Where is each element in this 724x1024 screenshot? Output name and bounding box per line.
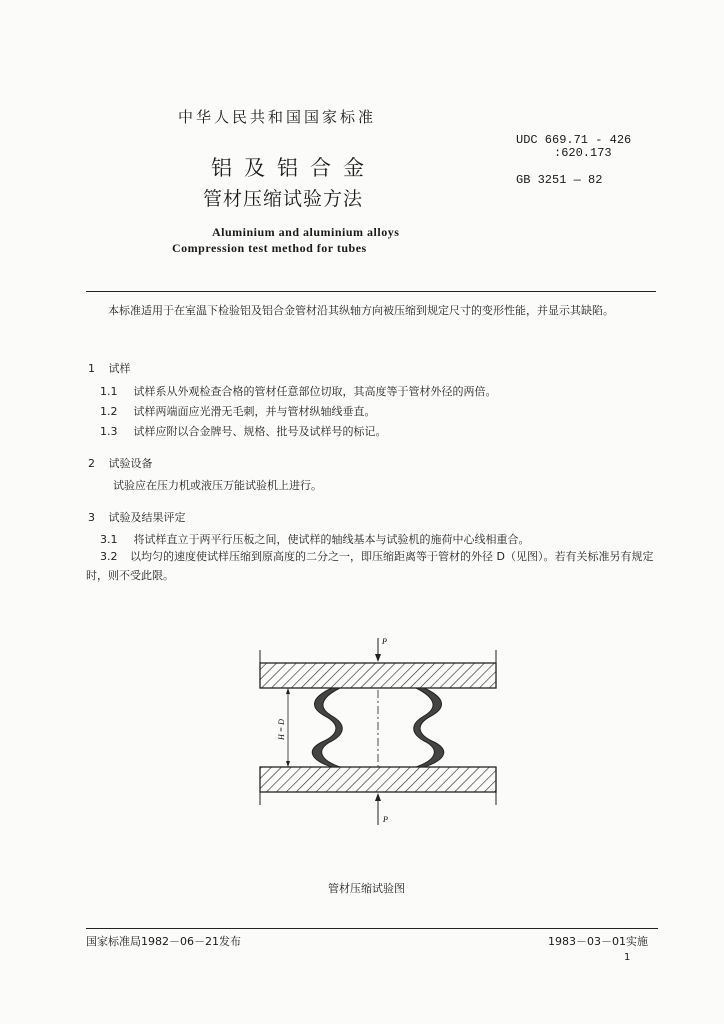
udc-code: UDC 669.71 - 426: [516, 133, 632, 147]
top-platen: [260, 663, 496, 688]
section-2-heading: [88, 455, 153, 471]
section-number: 3: [88, 511, 95, 524]
footer-rule: [86, 928, 658, 929]
gb-code: GB 3251 — 82: [516, 173, 603, 187]
standard-org: 中华人民共和国国家标准: [178, 108, 377, 126]
clause-text: 将试样直立于两平行压板之间，使试样的轴线基本与试验机的施荷中心线相重合。: [133, 533, 530, 546]
clause-text: 试样两端面应光滑无毛刺，并与管材纵轴线垂直。: [133, 405, 376, 418]
title-cn-line1: 铝及铝合金: [211, 156, 376, 180]
dimension-arrow-bottom: [286, 761, 290, 767]
tube-wall-left: [312, 688, 342, 767]
header-rule: [86, 291, 656, 292]
section-3-heading: [88, 509, 186, 525]
section-number: 2: [88, 457, 95, 470]
page-number: 1: [624, 952, 631, 963]
clause-number: 3.2: [100, 550, 118, 563]
load-arrowhead-bottom: [375, 793, 381, 801]
section-title: 试验设备: [108, 457, 153, 470]
load-arrowhead-top: [375, 654, 381, 662]
effective-date: 1983－03－01实施: [548, 935, 648, 948]
clause-number: 1.3: [100, 425, 118, 438]
clause-number: 3.1: [100, 533, 118, 546]
clause-1-1: [100, 383, 497, 399]
bottom-platen: [260, 767, 496, 792]
figure-caption: 管材压缩试验图: [328, 882, 405, 895]
clause-3-1: [100, 531, 530, 547]
label-h-d: H = D: [277, 719, 286, 740]
clause-1-2: [100, 403, 376, 419]
compression-test-figure: [230, 630, 530, 855]
section-title: 试样: [108, 362, 131, 375]
tube-wall-right: [414, 688, 444, 767]
section-number: 1: [88, 362, 95, 375]
dimension-arrow-top: [286, 688, 290, 694]
clause-text: 试样系从外观检查合格的管材任意部位切取，其高度等于管材外径的两倍。: [133, 385, 497, 398]
title-en-line1: Aluminium and aluminium alloys: [212, 225, 400, 239]
clause-3-2: [86, 547, 658, 585]
clause-number: 1.2: [100, 405, 118, 418]
section-2-body: 试验应在压力机或液压万能试验机上进行。: [113, 479, 322, 492]
label-p-bottom: P: [383, 815, 388, 824]
section-1-heading: [88, 360, 131, 376]
section-title: 试验及结果评定: [108, 511, 186, 524]
clause-number: 1.1: [100, 385, 118, 398]
clause-1-3: [100, 423, 387, 439]
title-cn-line2: 管材压缩试验方法: [203, 188, 364, 210]
intro-paragraph: 本标准适用于在室温下检验铝及铝合金管材沿其纵轴方向被压缩到规定尺寸的变形性能，并显示其缺陷。: [108, 304, 614, 317]
title-en-line2: Compression test method for tubes: [172, 241, 367, 255]
clause-text: 以均匀的速度使试样压缩到原高度的二分之一，即压缩距离等于管材的外径 D（见图）。若有关标准另有规定时，则不受此限。: [86, 550, 654, 582]
udc-code-cont: :620.173: [554, 146, 612, 160]
clause-text: 试样应附以合金牌号、规格、批号及试样号的标记。: [133, 425, 387, 438]
label-p-top: P: [382, 637, 387, 646]
issue-date: 国家标准局1982－06－21发布: [86, 935, 241, 948]
